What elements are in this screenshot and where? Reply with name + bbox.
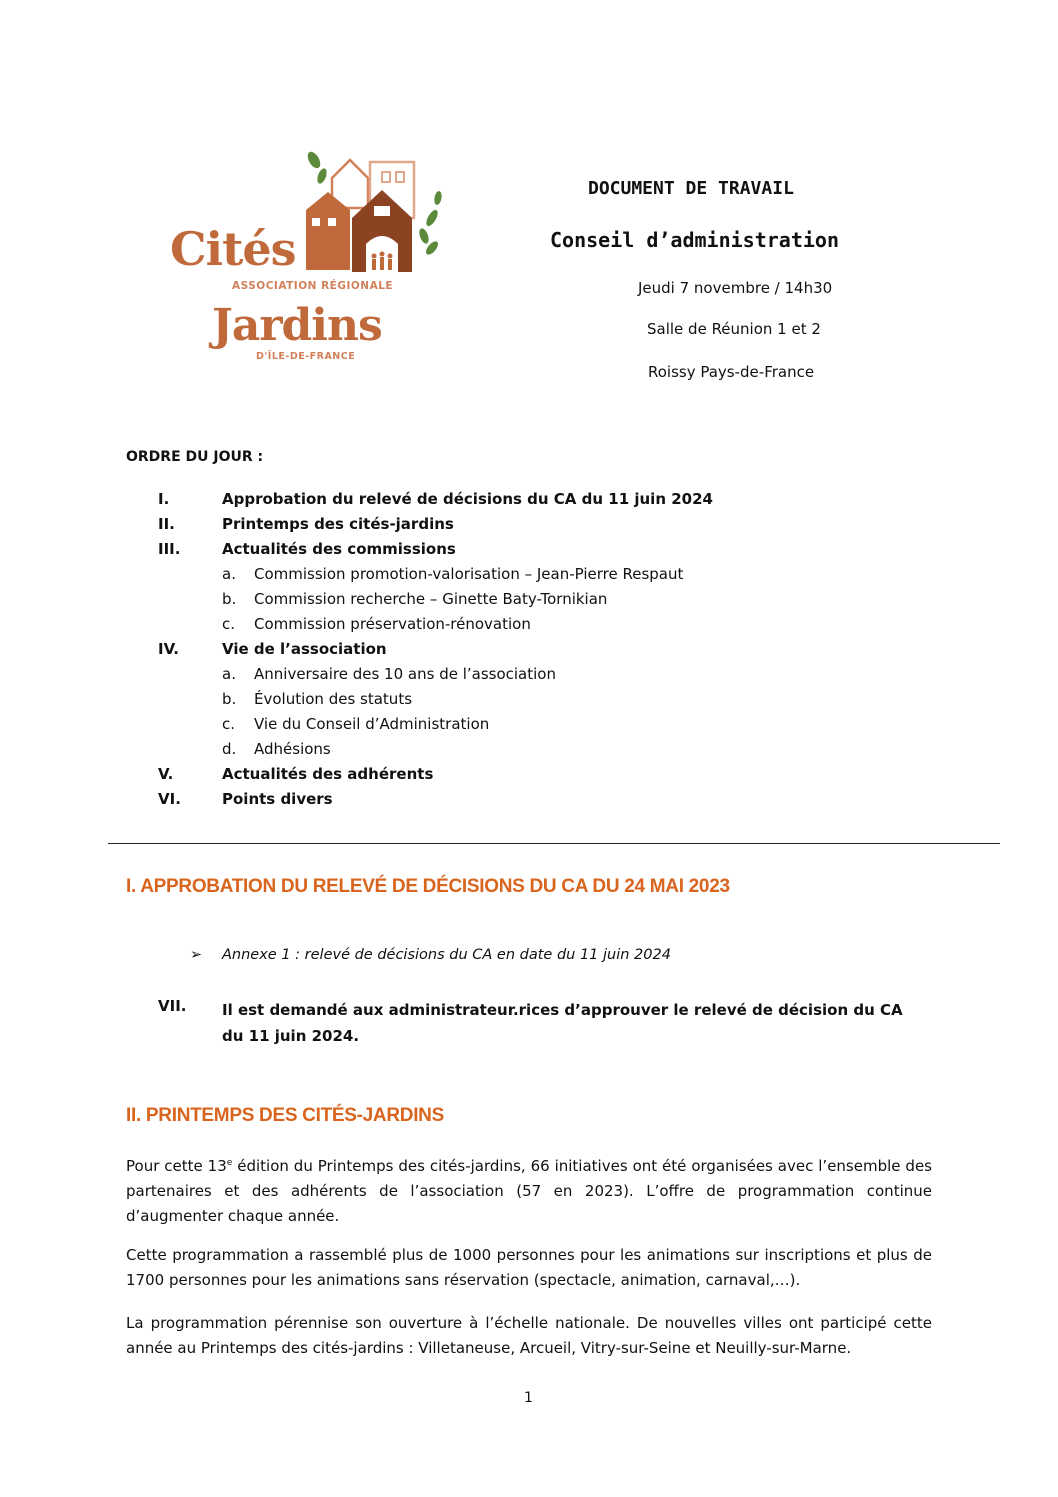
logo-association-text: ASSOCIATION RÉGIONALE [232, 280, 394, 292]
agenda-subitem-letter: c. [222, 715, 236, 733]
association-logo [152, 140, 457, 385]
document-subtitle: Conseil d’administration [550, 228, 839, 252]
agenda-subitem-letter: a. [222, 665, 236, 683]
meeting-place: Roissy Pays-de-France [648, 363, 815, 381]
agenda-subitem-label: Commission promotion-valorisation – Jean-Pierre Respaut [254, 565, 684, 583]
agenda-item-label: Actualités des commissions [222, 540, 456, 558]
page-number: 1 [524, 1390, 533, 1406]
agenda-subitem-label: Vie du Conseil d’Administration [254, 715, 490, 733]
agenda-heading: ORDRE DU JOUR : [126, 449, 264, 465]
agenda-subitem-letter: b. [222, 690, 237, 708]
agenda-item-label: Approbation du relevé de décisions du CA du 11 juin 2024 [222, 490, 713, 508]
houses-illustration-icon [292, 148, 452, 278]
body-paragraph: La programmation pérennise son ouverture à l’échelle nationale. De nouvelles villes ont participé cette année au Printemps des cités-jardins : Villetaneuse, Arcueil, Vitry-sur-Seine et Neuilly-sur-Marne. [126, 1314, 932, 1357]
logo-region-text: D'ÎLE-DE-FRANCE [256, 351, 356, 362]
agenda-item-label: Vie de l’association [222, 640, 387, 658]
logo-cites-text: Cités [170, 222, 296, 276]
logo-jardins-text: Jardins [212, 300, 382, 351]
agenda-item-number: V. [158, 765, 174, 783]
agenda-item-number: I. [158, 490, 170, 508]
agenda-subitem-label: Commission préservation-rénovation [254, 615, 531, 633]
agenda-item-number: VI. [158, 790, 181, 808]
agenda-subitem-label: Commission recherche – Ginette Baty-Tornikian [254, 590, 608, 608]
horizontal-divider [108, 843, 1000, 844]
meeting-date: Jeudi 7 novembre / 14h30 [638, 279, 833, 297]
agenda-subitem-letter: b. [222, 590, 237, 608]
agenda-item-label: Printemps des cités-jardins [222, 515, 454, 533]
superscript: e [226, 1158, 233, 1168]
paragraph-text: édition du Printemps des cités-jardins, 66 initiatives ont été organisées avec l’ensemble des partenaires et des adhérents de l’association (57 en 2023). L’offre de programmation continue d’augmenter chaque année. [126, 1157, 932, 1225]
agenda-item-number: III. [158, 540, 181, 558]
agenda-item-label: Actualités des adhérents [222, 765, 434, 783]
decision-text: Il est demandé aux administrateur.rices d’approuver le relevé de décision du CA du 11 juin 2024. [222, 1001, 903, 1045]
agenda-subitem-letter: d. [222, 740, 237, 758]
arrow-bullet-icon: ➢ [190, 947, 203, 963]
decision-number: VII. [158, 997, 187, 1015]
body-paragraph: Cette programmation a rassemblé plus de 1000 personnes pour les animations sur inscriptions et plus de 1700 personnes pour les animations sans réservation (spectacle, animation, carnaval,…). [126, 1246, 932, 1289]
section-heading: II. PRINTEMPS DES CITÉS-JARDINS [126, 1105, 444, 1126]
agenda-subitem-label: Anniversaire des 10 ans de l’association [254, 665, 556, 683]
agenda-subitem-label: Adhésions [254, 740, 331, 758]
agenda-subitem-letter: c. [222, 615, 236, 633]
document-title: DOCUMENT DE TRAVAIL [588, 178, 794, 199]
body-paragraph [126, 1151, 932, 1229]
meeting-room: Salle de Réunion 1 et 2 [647, 320, 821, 338]
agenda-item-number: II. [158, 515, 175, 533]
agenda-subitem-letter: a. [222, 565, 236, 583]
agenda-item-number: IV. [158, 640, 179, 658]
agenda-subitem-label: Évolution des statuts [254, 690, 413, 708]
annex-reference [190, 947, 671, 963]
agenda-item-label: Points divers [222, 790, 333, 808]
annex-text: Annexe 1 : relevé de décisions du CA en date du 11 juin 2024 [222, 947, 671, 963]
paragraph-text: Pour cette 13 [126, 1157, 227, 1175]
section-heading: I. APPROBATION DU RELEVÉ DE DÉCISIONS DU CA DU 24 MAI 2023 [126, 876, 730, 897]
